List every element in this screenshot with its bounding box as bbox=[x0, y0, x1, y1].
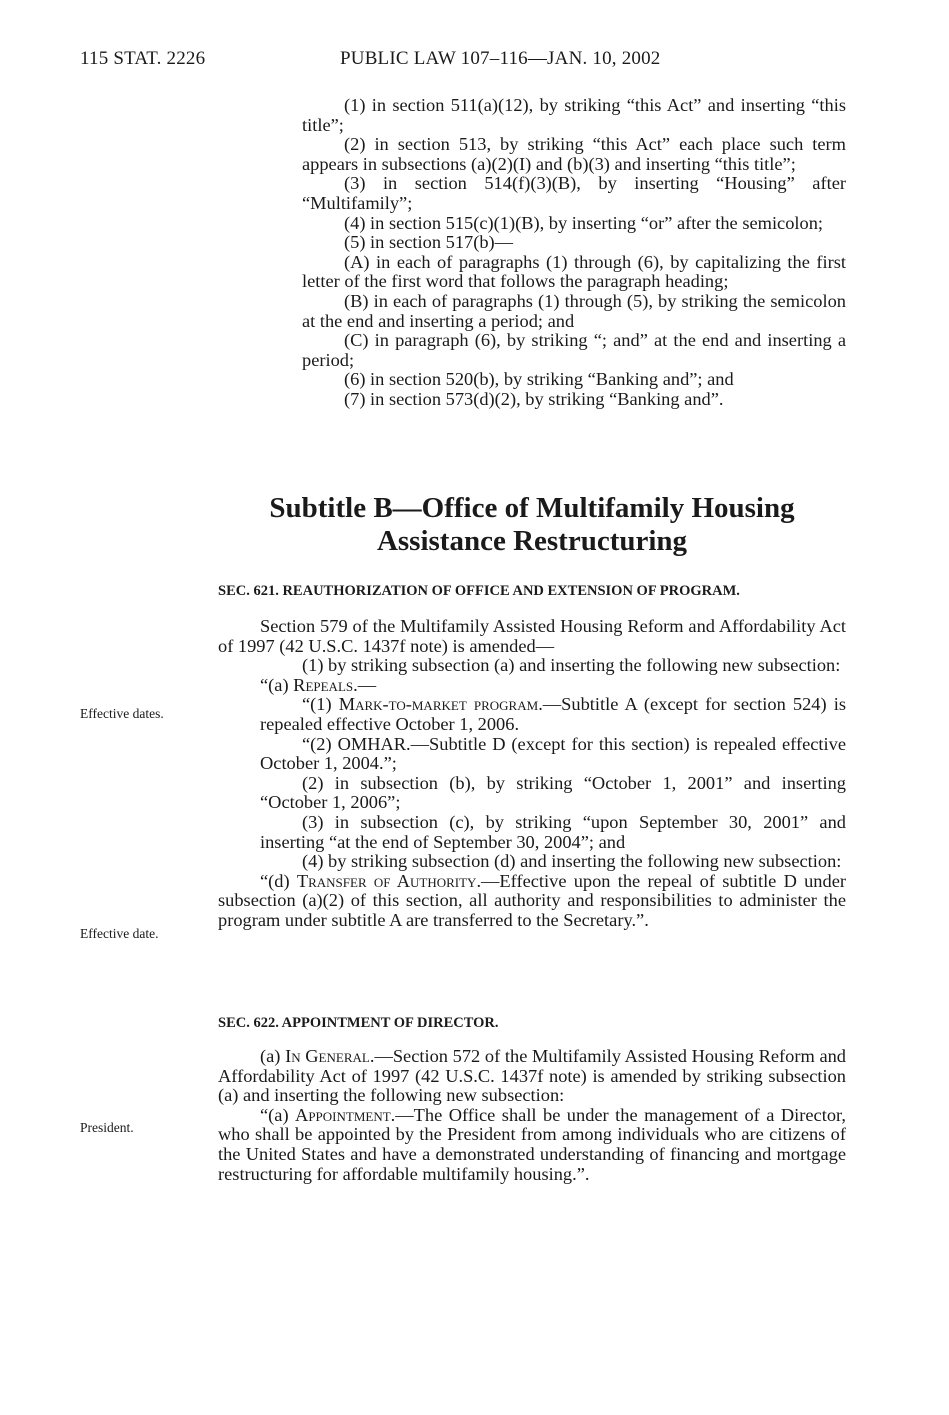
list-item: (3) in subsection (c), by striking “upon September 30, 2001” and inserting “at the end of September 30, 2004”; and bbox=[260, 811, 846, 852]
repeals-heading: “(a) Repeals.— bbox=[260, 674, 377, 695]
subtitle-line-1: Subtitle B—Office of Multifamily Housing bbox=[269, 492, 795, 524]
list-item: (1) by striking subsection (a) and inserting the following new subsection: bbox=[302, 655, 841, 676]
public-law-title: PUBLIC LAW 107–116—JAN. 10, 2002 bbox=[340, 48, 661, 69]
amendments-block bbox=[218, 96, 846, 410]
list-item: (4) by striking subsection (d) and inserting the following new subsection: bbox=[302, 851, 842, 872]
page-citation: 115 STAT. 2226 bbox=[80, 48, 206, 69]
list-item: (2) in section 513, by striking “this Act” each place such term appears in subsections (a)(2)(I) and (b)(3) and inserting “this title”; bbox=[302, 134, 846, 174]
appointment-paragraph: “(a) Appointment.—The Office shall be under the management of a Director, who shall be appointed by the President from among individuals who are citizens of the United States and have a demonstrated understanding of financing and mortgage restructuring for affordable multifamily housing.”. bbox=[218, 1104, 847, 1184]
list-item: (5) in section 517(b)— bbox=[344, 232, 514, 253]
sub-item: (C) in paragraph (6), by striking “; and” at the end and inserting a period; bbox=[302, 330, 846, 370]
general-paragraph: (a) In General.—Section 572 of the Multifamily Assisted Housing Reform and Affordability Act of 1997 (42 U.S.C. 1437f note) is amended by striking subsection (a) and inserting the following new subsection: bbox=[218, 1046, 847, 1106]
paragraph-1: “(1) Mark-to-market program.—Subtitle A (except for section 524) is repealed effective October 1, 2006. bbox=[260, 694, 846, 734]
paragraph-2: “(2) OMHAR.—Subtitle D (except for this section) is repealed effective October 1, 2004.”; bbox=[260, 733, 846, 774]
running-header bbox=[80, 48, 840, 78]
margin-note-president: President. bbox=[80, 1120, 134, 1135]
list-item: (7) in section 573(d)(2), by striking “Banking and”. bbox=[344, 388, 724, 409]
list-item: (2) in subsection (b), by striking “October 1, 2001” and inserting “October 1, 2006”; bbox=[260, 772, 846, 813]
section-622 bbox=[218, 1014, 846, 1184]
list-item: (4) in section 515(c)(1)(B), by inserting “or” after the semicolon; bbox=[344, 212, 824, 233]
section-621 bbox=[218, 582, 846, 931]
sub-item: (A) in each of paragraphs (1) through (6), by capitalizing the first letter of the first word that follows the paragraph heading; bbox=[302, 251, 846, 292]
margin-note-effective-date: Effective date. bbox=[80, 926, 159, 941]
transfer-of-authority: “(d) Transfer of Authority.—Effective upon the repeal of subtitle D under subsection (a)(2) of this section, all authority and responsibilities to administer the program under subtitle A are transferred to the Secretary.”. bbox=[218, 870, 846, 930]
section-heading: SEC. 621. REAUTHORIZATION OF OFFICE AND EXTENSION OF PROGRAM. bbox=[218, 583, 740, 599]
subtitle-line-2: Assistance Restructuring bbox=[376, 525, 688, 557]
list-item: (1) in section 511(a)(12), by striking “this Act” and inserting “this title”; bbox=[302, 95, 846, 135]
list-item: (3) in section 514(f)(3)(B), by inserting “Housing” after “Multifamily”; bbox=[302, 173, 846, 213]
margin-note-effective-dates: Effective dates. bbox=[80, 706, 164, 721]
list-item: (6) in section 520(b), by striking “Banking and”; and bbox=[344, 369, 734, 390]
sub-item: (B) in each of paragraphs (1) through (5), by striking the semicolon at the end and inserting a period; and bbox=[302, 290, 846, 331]
section-heading: SEC. 622. APPOINTMENT OF DIRECTOR. bbox=[218, 1015, 499, 1031]
subtitle-heading bbox=[218, 492, 846, 558]
section-intro: Section 579 of the Multifamily Assisted Housing Reform and Affordability Act of 1997 (42 U.S.C. 1437f note) is amended— bbox=[218, 616, 846, 656]
